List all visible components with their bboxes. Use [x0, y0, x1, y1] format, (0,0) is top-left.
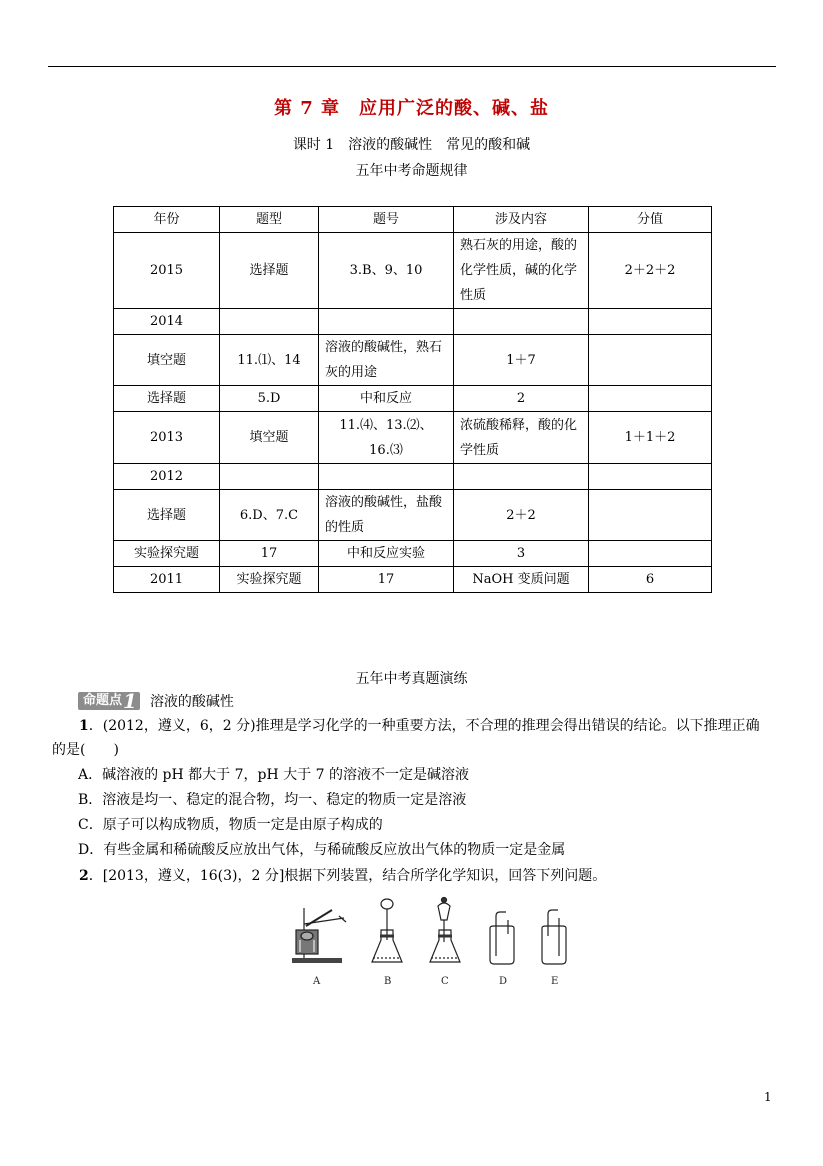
- header-rule: [48, 66, 776, 67]
- lesson-title: 课时 1 溶液的酸碱性 常见的酸和碱: [292, 137, 531, 153]
- lab-apparatus-figure: [284, 896, 574, 988]
- table-cell: 填空题: [114, 335, 220, 386]
- apparatus-b: [372, 899, 402, 987]
- table-cell: 中和反应实验: [319, 541, 454, 567]
- table-row: [114, 490, 712, 541]
- option-c: C．原子可以构成物质，物质一定是由原子构成的: [78, 817, 383, 833]
- label-e: E: [551, 976, 559, 987]
- question-text: ．[2013，遵义，16(3)，2 分]根据下列装置，结合所学化学知识，回答下列问题。: [88, 868, 607, 884]
- table-cell: 2012: [114, 464, 220, 490]
- option-a: A．碱溶液的 pH 都大于 7，pH 大于 7 的溶液不一定是碱溶液: [78, 767, 469, 783]
- table-cell: NaOH 变质问题: [454, 567, 589, 593]
- table-cell: [589, 464, 712, 490]
- table-cell: [589, 541, 712, 567]
- table-cell: 1＋1＋2: [589, 412, 712, 464]
- table-row: [114, 567, 712, 593]
- table-cell: 实验探究题: [114, 541, 220, 567]
- table-row: [114, 233, 712, 309]
- table-cell: [589, 335, 712, 386]
- option-b: B．溶液是均一、稳定的混合物，均一、稳定的物质一定是溶液: [78, 792, 467, 808]
- label-a: A: [313, 976, 321, 987]
- header-cell: 题型: [220, 207, 319, 233]
- table-cell: 溶液的酸碱性，盐酸的性质: [319, 490, 454, 541]
- question-number: 1: [79, 718, 89, 734]
- apparatus-e: [542, 910, 566, 987]
- table-cell: 中和反应: [319, 386, 454, 412]
- table-cell: 11.⑷、13.⑵、16.⑶: [319, 412, 454, 464]
- table-cell: 2013: [114, 412, 220, 464]
- badge-label: 命题点: [83, 693, 123, 708]
- badge-number: 1: [123, 689, 137, 713]
- topic-label: 溶液的酸碱性: [149, 694, 234, 710]
- table-cell: 2: [454, 386, 589, 412]
- table-cell: 熟石灰的用途，酸的化学性质，碱的化学性质: [454, 233, 589, 309]
- table-cell: 5.D: [220, 386, 319, 412]
- table-cell: [319, 309, 454, 335]
- table-cell: 2015: [114, 233, 220, 309]
- table-cell: 17: [319, 567, 454, 593]
- table-cell: [589, 309, 712, 335]
- table-cell: 2＋2: [454, 490, 589, 541]
- table-row: [114, 386, 712, 412]
- table-header-row: [114, 207, 712, 233]
- table-cell: 3: [454, 541, 589, 567]
- table-cell: 填空题: [220, 412, 319, 464]
- header-cell: 分值: [589, 207, 712, 233]
- apparatus-a: [292, 908, 346, 987]
- topic-badge: [78, 689, 140, 713]
- question-number: 2: [79, 868, 89, 884]
- header-cell: 涉及内容: [454, 207, 589, 233]
- table-cell: 2＋2＋2: [589, 233, 712, 309]
- table-cell: [319, 464, 454, 490]
- table-row: [114, 464, 712, 490]
- table-cell: [454, 309, 589, 335]
- table-row: [114, 412, 712, 464]
- table-cell: 6.D、7.C: [220, 490, 319, 541]
- table-cell: [220, 309, 319, 335]
- table-cell: 选择题: [114, 490, 220, 541]
- table-cell: 11.⑴、14: [220, 335, 319, 386]
- table-cell: [589, 490, 712, 541]
- table-cell: 溶液的酸碱性，熟石灰的用途: [319, 335, 454, 386]
- table-cell: 浓硫酸稀释，酸的化学性质: [454, 412, 589, 464]
- table-cell: 实验探究题: [220, 567, 319, 593]
- apparatus-c: [430, 898, 460, 988]
- chapter-title: 第 7 章 应用广泛的酸、碱、盐: [273, 98, 550, 119]
- table-cell: 选择题: [114, 386, 220, 412]
- table-cell: 6: [589, 567, 712, 593]
- table-cell: 选择题: [220, 233, 319, 309]
- topic-heading: [78, 690, 234, 712]
- table-cell: 2014: [114, 309, 220, 335]
- question-text: ．(2012，遵义，6，2 分)推理是学习化学的一种重要方法，不合理的推理会得出错误的结论。以下推理正确: [88, 718, 760, 734]
- table-cell: [454, 464, 589, 490]
- table-row: [114, 335, 712, 386]
- exam-pattern-table: [113, 206, 712, 593]
- page-number: 1: [764, 1090, 772, 1104]
- option-d: D．有些金属和稀硫酸反应放出气体，与稀硫酸反应放出气体的物质一定是金属: [78, 842, 566, 858]
- table-cell: [589, 386, 712, 412]
- label-d: D: [499, 976, 508, 987]
- table-caption: 五年中考命题规律: [355, 163, 468, 179]
- table-cell: 2011: [114, 567, 220, 593]
- table-row: [114, 541, 712, 567]
- question-1-continued: [52, 738, 777, 762]
- label-b: B: [384, 976, 392, 987]
- table-row: [114, 309, 712, 335]
- apparatus-d: [490, 912, 514, 987]
- header-cell: 题号: [319, 207, 454, 233]
- question-text: 的是( ): [52, 742, 119, 758]
- question-2: [52, 864, 777, 888]
- table-cell: 17: [220, 541, 319, 567]
- section-title: 五年中考真题演练: [355, 671, 468, 687]
- table-cell: [220, 464, 319, 490]
- question-1: [52, 714, 777, 738]
- table-cell: 1＋7: [454, 335, 589, 386]
- table-cell: 3.B、9、10: [319, 233, 454, 309]
- header-cell: 年份: [114, 207, 220, 233]
- label-c: C: [441, 976, 449, 987]
